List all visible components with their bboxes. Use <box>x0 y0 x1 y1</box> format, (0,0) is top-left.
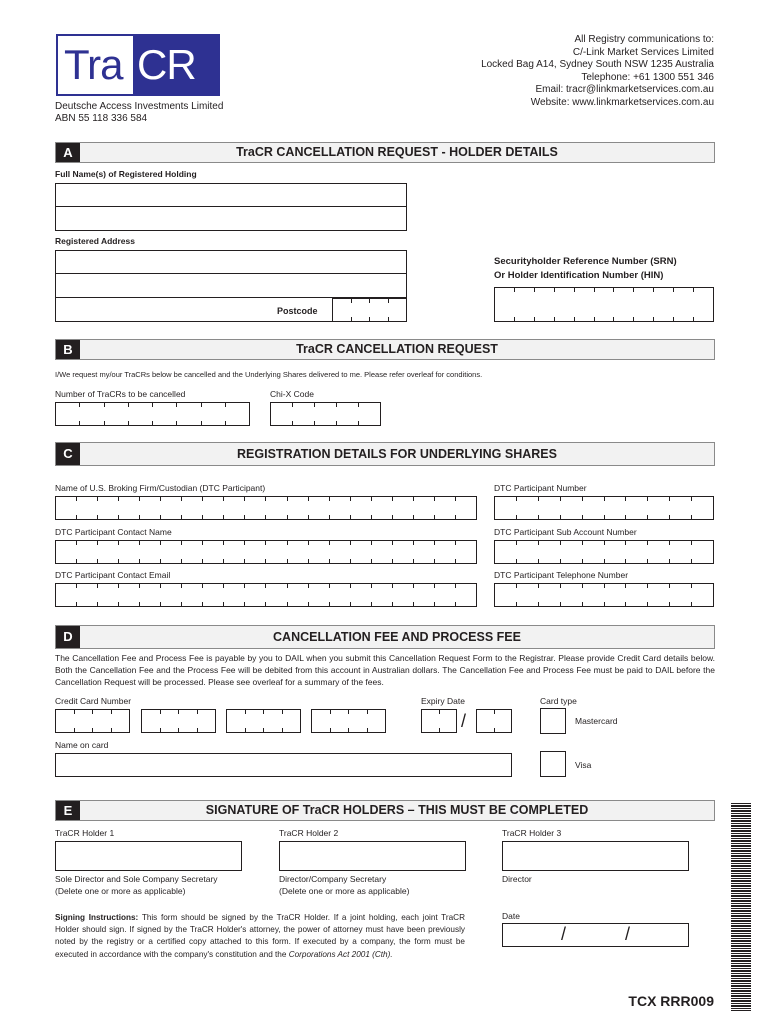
full-name-input-line-2[interactable] <box>55 207 407 231</box>
visa-checkbox[interactable] <box>540 751 566 777</box>
registered-address-label: Registered Address <box>55 236 135 246</box>
holder-1-role-line-2: (Delete one or more as applicable) <box>55 885 186 896</box>
section-title: REGISTRATION DETAILS FOR UNDERLYING SHARES <box>237 447 557 461</box>
barcode <box>731 803 751 1011</box>
chix-code-label: Chi-X Code <box>270 389 314 399</box>
holder-2-signature-box[interactable] <box>279 841 466 871</box>
broker-input[interactable] <box>55 496 477 520</box>
registry-line: Website: www.linkmarketservices.com.au <box>530 96 714 108</box>
postcode-label: Postcode <box>277 306 318 316</box>
credit-card-number-label: Credit Card Number <box>55 696 132 706</box>
holder-1-signature-box[interactable] <box>55 841 242 871</box>
issuer-abn: ABN 55 118 336 584 <box>55 113 148 124</box>
section-d-header <box>55 625 715 649</box>
sub-account-label: DTC Participant Sub Account Number <box>494 527 637 537</box>
sub-account-input[interactable] <box>494 540 714 564</box>
registry-line: Telephone: +61 1300 551 346 <box>581 71 714 83</box>
signing-instructions-text: This form should be signed by the TraCR Holder. If a joint holding, each joint TraCR Holder should sign. If signed by the TraCR Holder's attorney, the power of attorney must have been previously noted by the registry or a certified copy attached to this form. If executed by a company, the form must be executed in accordance with the company's constitution and the <box>55 913 465 959</box>
number-of-tracrs-label: Number of TraCRs to be cancelled <box>55 389 186 399</box>
section-letter: E <box>56 801 80 820</box>
contact-email-label: DTC Participant Contact Email <box>55 570 171 580</box>
srn-label <box>494 255 677 283</box>
section-c-header <box>55 442 715 466</box>
date-input[interactable] <box>502 923 689 947</box>
section-a-header <box>55 142 715 163</box>
signing-instructions-act: Corporations Act 2001 (Cth). <box>288 949 393 959</box>
dtc-number-label: DTC Participant Number <box>494 483 587 493</box>
full-name-input-line-1[interactable] <box>55 183 407 207</box>
telephone-input[interactable] <box>494 583 714 607</box>
telephone-label: DTC Participant Telephone Number <box>494 570 629 580</box>
name-on-card-label: Name on card <box>55 740 109 750</box>
expiry-month-input[interactable] <box>421 709 457 733</box>
date-separator-1: / <box>561 924 567 944</box>
holder-3-label: TraCR Holder 3 <box>502 828 562 838</box>
number-of-tracrs-input[interactable] <box>55 402 250 426</box>
signing-instructions <box>55 912 465 961</box>
section-title: TraCR CANCELLATION REQUEST - HOLDER DETAILS <box>236 145 558 159</box>
section-title: TraCR CANCELLATION REQUEST <box>296 342 498 356</box>
card-number-group-4[interactable] <box>311 709 386 733</box>
expiry-date-label: Expiry Date <box>421 696 465 706</box>
holder-2-role-line-1: Director/Company Secretary <box>279 874 387 884</box>
full-name-label: Full Name(s) of Registered Holding <box>55 169 197 179</box>
postcode-input[interactable] <box>332 298 407 322</box>
fee-paragraph: The Cancellation Fee and Process Fee is payable by you to DAIL when you submit this Cancellation Request Form to the Registrar. Please provide Credit Card details below. Both the Cancellation Fee and the Process Fee will be debited from this account in Australian dollars. The Cancellation Fee and Process Fee must be paid to DAIL before the Cancellation Request will be processed. Please see overleaf for a summary of the fees. <box>55 653 715 688</box>
card-number-group-3[interactable] <box>226 709 301 733</box>
issuer-block <box>55 101 223 125</box>
holder-3-signature-box[interactable] <box>502 841 689 871</box>
section-e-header <box>55 800 715 821</box>
holder-1-label: TraCR Holder 1 <box>55 828 115 838</box>
name-on-card-input[interactable] <box>55 753 512 777</box>
logo-text-tra: Tra <box>58 36 133 94</box>
mastercard-label: Mastercard <box>575 716 618 726</box>
form-code: TCX RRR009 <box>628 993 714 1009</box>
card-type-label: Card type <box>540 696 577 706</box>
expiry-year-input[interactable] <box>476 709 512 733</box>
date-label: Date <box>502 911 520 921</box>
visa-label: Visa <box>575 760 592 770</box>
section-letter: D <box>56 626 80 648</box>
date-separator-2: / <box>625 924 631 944</box>
section-title: CANCELLATION FEE AND PROCESS FEE <box>273 630 521 644</box>
tracr-logo <box>56 34 220 96</box>
registry-line: All Registry communications to: <box>574 34 714 45</box>
srn-label-line-1: Securityholder Reference Number (SRN) <box>494 256 677 267</box>
issuer-name: Deutsche Access Investments Limited <box>55 101 224 112</box>
holder-3-role: Director <box>502 874 532 884</box>
registry-line: Locked Bag A14, Sydney South NSW 1235 Australia <box>481 59 714 71</box>
mastercard-checkbox[interactable] <box>540 708 566 734</box>
holder-2-label: TraCR Holder 2 <box>279 828 339 838</box>
section-letter: C <box>56 443 80 465</box>
chix-code-input[interactable] <box>270 402 381 426</box>
address-input-line-2[interactable] <box>55 274 407 298</box>
srn-label-line-2: Or Holder Identification Number (HIN) <box>494 270 664 281</box>
address-input-line-1[interactable] <box>55 250 407 274</box>
section-b-header <box>55 339 715 360</box>
request-statement: I/We request my/our TraCRs below be cancelled and the Underlying Shares delivered to me. Please refer overleaf for conditions. <box>55 370 483 379</box>
holder-2-role <box>279 874 409 897</box>
registry-line: Email: tracr@linkmarketservices.com.au <box>535 84 714 96</box>
section-letter: A <box>56 143 80 162</box>
contact-name-input[interactable] <box>55 540 477 564</box>
registry-line: C/-Link Market Services Limited <box>572 46 714 58</box>
holder-2-role-line-2: (Delete one or more as applicable) <box>279 885 410 896</box>
section-title: SIGNATURE OF TraCR HOLDERS – THIS MUST BE COMPLETED <box>205 803 589 817</box>
card-number-group-1[interactable] <box>55 709 130 733</box>
holder-1-role <box>55 874 218 897</box>
srn-hin-input[interactable] <box>494 287 714 322</box>
logo-text-cr: CR <box>133 36 218 94</box>
dtc-number-input[interactable] <box>494 496 714 520</box>
broker-label: Name of U.S. Broking Firm/Custodian (DTC Participant) <box>55 483 266 493</box>
expiry-separator: / <box>461 711 467 731</box>
signing-instructions-heading: Signing Instructions: <box>55 913 139 922</box>
holder-1-role-line-1: Sole Director and Sole Company Secretary <box>55 874 218 884</box>
card-number-group-2[interactable] <box>141 709 216 733</box>
contact-name-label: DTC Participant Contact Name <box>55 527 172 537</box>
registry-contact-block <box>481 34 714 110</box>
contact-email-input[interactable] <box>55 583 477 607</box>
section-letter: B <box>56 340 80 359</box>
